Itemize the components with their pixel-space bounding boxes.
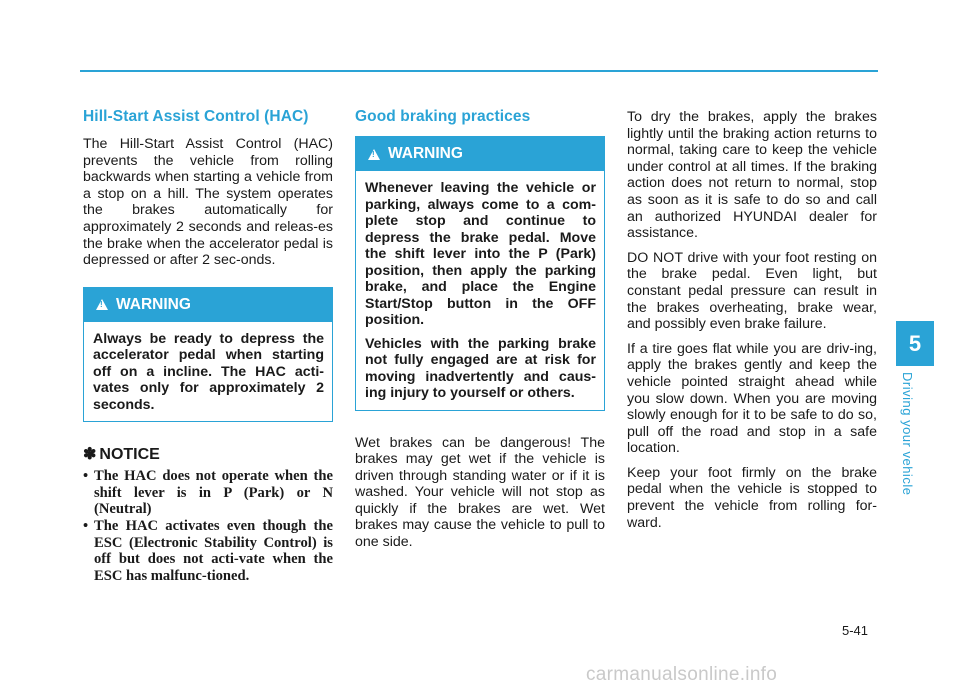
hac-warning-box — [83, 287, 333, 423]
notice-title: NOTICE — [99, 446, 160, 464]
flat-tire-text: If a tire goes flat while you are driv-ing, apply the brakes gently and keep the vehicle pointed straight ahead while you slow down. When you are moving slowly enough for it to be safe to do so, pull off the road and stop in a safe location. — [627, 340, 877, 457]
page-number: 5-41 — [842, 623, 869, 638]
hac-description: The Hill-Start Assist Control (HAC) prevents the vehicle from rolling backwards when starting a vehicle from a stop on a hill. The system operates the brakes automatically for approximately 2 seconds and releas-es the brake when the accelerator pedal is depressed or after 2 sec-onds. — [83, 136, 333, 269]
list-item: • The HAC does not operate when the shift lever is in P (Park) or N (Neutral) — [83, 468, 333, 518]
header-rule — [80, 70, 878, 72]
hac-warning-text: Always be ready to depress the accelerator pedal when starting off on a incline. The HAC acti-vates only for approximately 2 seconds. — [93, 330, 324, 413]
notice-heading — [83, 444, 333, 464]
list-item: • The HAC activates even though the ESC (Electronic Stability Control) is off but does not acti-vate when the ESC has malfunc-tioned. — [83, 518, 333, 584]
foot-firmly-text: Keep your foot firmly on the brake pedal when the vehicle is stopped to prevent the vehicle from rolling for-ward. — [627, 464, 877, 531]
hac-title: Hill-Start Assist Control (HAC) — [83, 108, 309, 125]
wet-brakes-text: Wet brakes can be dangerous! The brakes may get wet if the vehicle is driven through standing water or if it is washed. Your vehicle will not stop as quickly if the brakes are wet. Wet brakes may cause the vehicle to pull to one side. — [355, 434, 605, 551]
watermark: carmanualsonline.info — [586, 664, 778, 685]
column-braking — [355, 108, 605, 559]
notice-star-icon: ✽ — [83, 446, 97, 464]
notice-list — [83, 468, 333, 584]
braking-title: Good braking practices — [355, 108, 531, 125]
hac-warning-header — [84, 288, 332, 322]
braking-warning-box — [355, 136, 605, 411]
braking-warning-body — [356, 171, 604, 410]
dry-brakes-text: To dry the brakes, apply the brakes lightly until the braking action returns to normal, taking care to keep the vehicle under control at all times. If the braking action does not return to normal, stop as soon as it is safe to do so and call an authorized HYUNDAI dealer for assistance. — [627, 109, 877, 242]
braking-warning-text: Whenever leaving the vehicle or parking, always come to a com-plete stop and continue to depress the brake pedal. Move the shift lever into the P (Park) position, then apply the parking brake, and place the Engine Start/Stop button in the OFF position. — [365, 180, 596, 328]
braking-warning-header — [356, 137, 604, 171]
braking-warning-label: WARNING — [388, 145, 463, 162]
column-hac — [83, 108, 333, 584]
hac-warning-body — [84, 322, 332, 422]
chapter-label-text: Driving your vehicle — [900, 372, 915, 496]
column-brake-tips — [627, 109, 877, 539]
warning-triangle-icon — [368, 149, 380, 160]
chapter-tab: 5 — [896, 321, 934, 366]
chapter-label — [889, 372, 941, 502]
braking-warning-text: Vehicles with the parking brake not fully engaged are at risk for moving inadvertently and caus-ing injury to yourself or others. — [365, 335, 596, 401]
hac-warning-label: WARNING — [116, 295, 191, 313]
warning-triangle-icon — [96, 299, 108, 310]
foot-resting-text: DO NOT drive with your foot resting on the brake pedal. Even light, but constant pedal pressure can result in the brakes overheating, brake wear, and possibly even brake failure. — [627, 249, 877, 333]
